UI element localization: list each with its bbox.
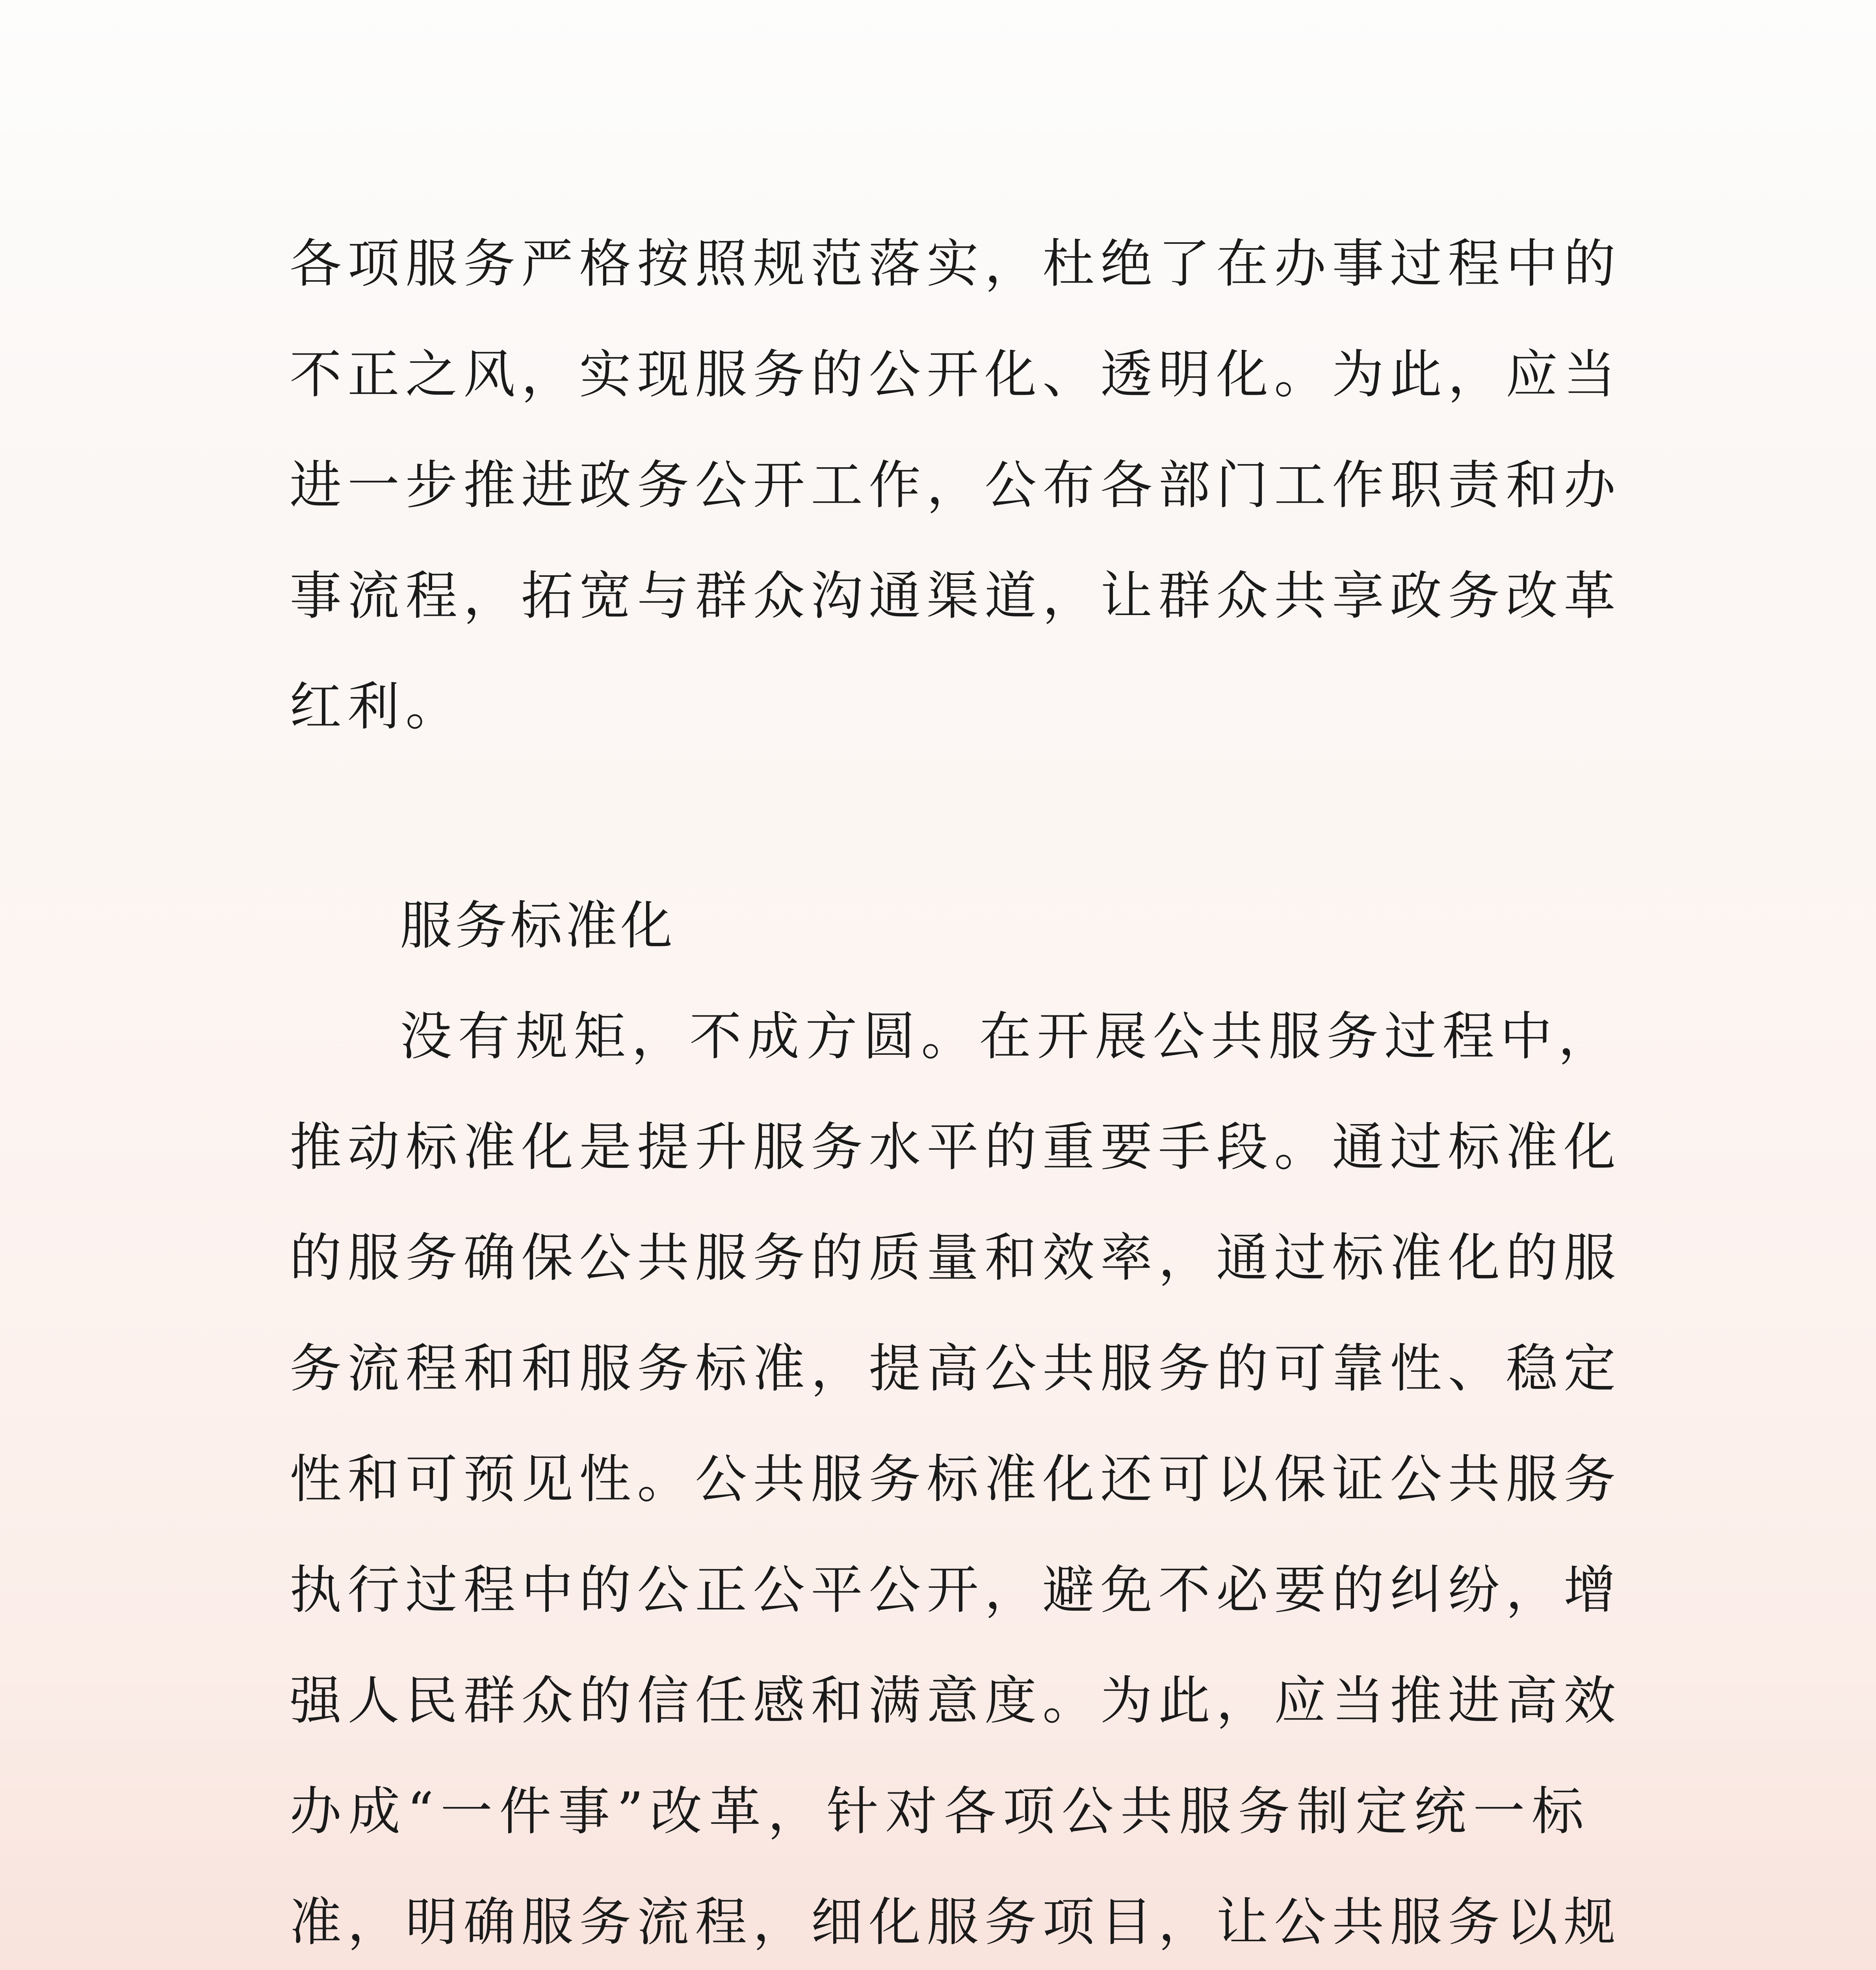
text-line: 推动标准化是提升服务水平的重要手段。通过标准化 (290, 1117, 1622, 1178)
text-line: 准，明确服务流程，细化服务项目，让公共服务以规 (290, 1892, 1622, 1953)
section-heading-block (290, 871, 1590, 981)
text-line: 办成“一件事”改革，针对各项公共服务制定统一标 (290, 1781, 1590, 1842)
paragraph-continued (290, 209, 1622, 762)
section-heading: 服务标准化 (400, 896, 676, 956)
text-line: 没有规矩，不成方圆。在开展公共服务过程中， (400, 1006, 1616, 1067)
text-line: 执行过程中的公正公平公开，避免不必要的纠纷，增 (290, 1560, 1622, 1621)
text-line: 进一步推进政务公开工作，公布各部门工作职责和办 (290, 455, 1622, 516)
text-line: 性和可预见性。公共服务标准化还可以保证公共服务 (290, 1449, 1622, 1510)
text-line: 红利。 (290, 676, 463, 737)
paragraph-body (290, 981, 1622, 1970)
text-line: 的服务确保公共服务的质量和效率，通过标准化的服 (290, 1228, 1622, 1288)
text-line: 各项服务严格按照规范落实，杜绝了在办事过程中的 (290, 234, 1622, 294)
text-line: 不正之风，实现服务的公开化、透明化。为此，应当 (290, 344, 1622, 405)
text-line: 强人民群众的信任感和满意度。为此，应当推进高效 (290, 1671, 1622, 1731)
text-line: 务流程和和服务标准，提高公共服务的可靠性、稳定 (290, 1338, 1622, 1399)
text-line: 事流程，拓宽与群众沟通渠道，让群众共享政务改革 (290, 566, 1622, 626)
